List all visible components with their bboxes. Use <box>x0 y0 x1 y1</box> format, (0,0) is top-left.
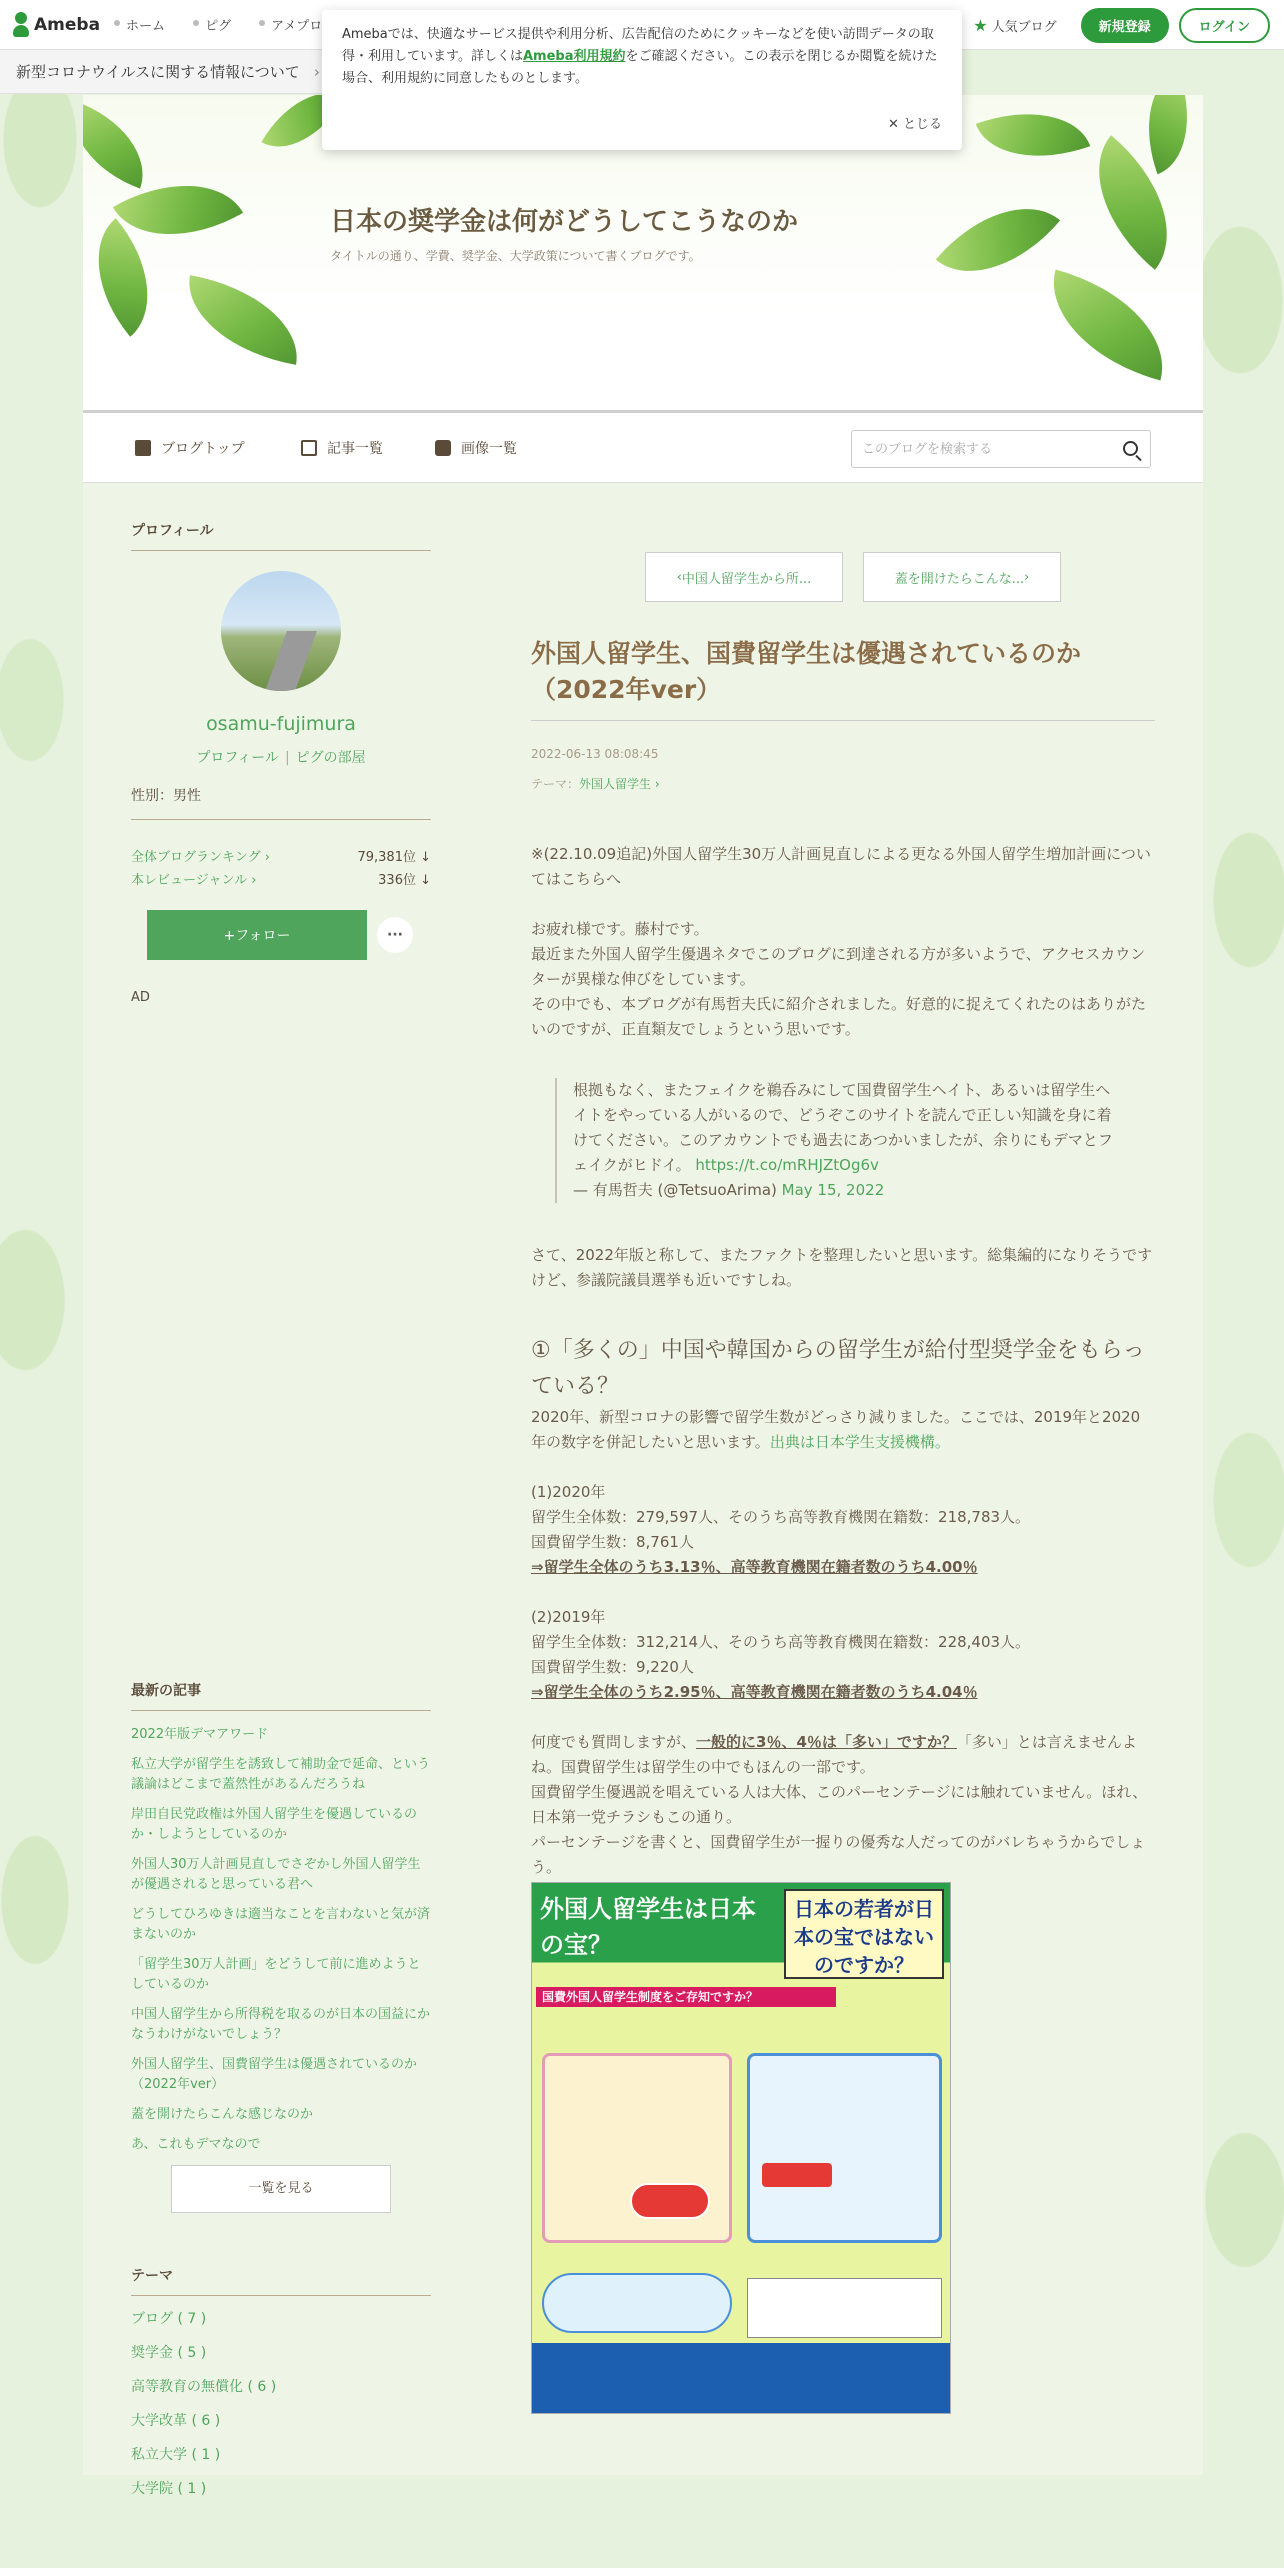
prev-article-button[interactable]: ‹ 中国人留学生から所... <box>645 552 843 602</box>
paragraph: さて、2022年版と称して、またファクトを整理したいと思います。総集編的になりそうですけど、参議院議員選挙も近いですしね。 <box>531 1246 1153 1289</box>
list-item[interactable]: 岸田自民党政権は外国人留学生を優遇しているのか・しようとしているのか <box>131 1807 418 1842</box>
pigg-room-link[interactable]: ピグの部屋 <box>295 750 366 766</box>
update-note: ※(22.10.09追記)外国人留学生30万人計画見直しによる更なる外国人留学生増加計画についてはこちらへ <box>531 845 1151 888</box>
leaf-decoration <box>1035 270 1181 381</box>
avatar[interactable] <box>221 571 341 691</box>
paragraph: 最近また外国人留学生優遇ネタでこのブログに到達される方が多いようで、アクセスカウンターが異様な伸びをしています。 <box>531 945 1146 988</box>
list-item[interactable]: 私立大学が留学生を誘致して補助金で延命、という議論はどこまで蓋然性があるんだろうね <box>131 1757 431 1792</box>
article-title[interactable]: 外国人留学生、国費留学生は優遇されているのか（2022年ver） <box>531 636 1155 721</box>
list-item[interactable]: 高等教育の無償化 ( 6 ) <box>131 2379 277 2395</box>
leaf-decoration <box>976 95 1090 180</box>
more-options-button[interactable]: ··· <box>377 917 413 953</box>
tweet-date-link[interactable]: May 15, 2022 <box>781 1181 885 1199</box>
paragraph: 国費留学生数：8,761人 <box>531 1533 694 1551</box>
flyer-image[interactable] <box>531 1882 951 2414</box>
list-item[interactable]: 外国人30万人計画見直しでさぞかし外国人留学生が優遇されると思っている君へ <box>131 1857 421 1892</box>
list-item[interactable]: 大学改革 ( 6 ) <box>131 2413 221 2429</box>
ranking-overall-label[interactable]: 全体ブログランキング › <box>131 850 270 865</box>
list-item[interactable]: 外国人留学生、国費留学生は優遇されているのか（2022年ver） <box>131 2057 418 2092</box>
leaf-decoration <box>83 218 180 336</box>
highlight-stat: ⇒留学生全体のうち2.95％、高等教育機関在籍者数のうち4.04％ <box>531 1683 978 1701</box>
list-item[interactable]: あ、これもデマなので <box>131 2137 261 2152</box>
paragraph: お疲れ様です。藤村です。 <box>531 920 709 938</box>
top-right-actions <box>973 8 1270 43</box>
profile-links <box>131 747 431 767</box>
follow-row <box>147 910 431 960</box>
see-all-button[interactable]: 一覧を見る <box>171 2165 391 2213</box>
cookie-close-button[interactable]: ✕ とじる <box>887 117 942 132</box>
tweet-text: 根拠もなく、またフェイクを鵜呑みにして国費留学生ヘイト、あるいは留学生ヘイトをやっている人がいるので、どうぞこのサイトを読んで正しい知識を身に着けてください。このアカウントでも過去にあつかいましたが、余りにもデマとフェイクがヒドイ。 <box>573 1081 1113 1174</box>
signup-button[interactable]: 新規登録 <box>1081 8 1169 43</box>
menu-blog-top[interactable] <box>135 438 245 458</box>
blog-search <box>851 430 1151 468</box>
profile-link[interactable]: プロフィール <box>196 750 279 766</box>
flyer-box-right <box>747 2053 942 2243</box>
year-heading: (1)2020年 <box>531 1483 606 1501</box>
cookie-text-before: Amebaでは、快適なサービス提供や利用分析、広告配信のためにクッキーなどを使い訪問データの取得・利用しています。詳しくは <box>342 27 934 64</box>
blog-menu-bar <box>83 410 1203 483</box>
paragraph: 留学生全体数：279,597人、そのうち高等教育機関在籍数：218,783人。 <box>531 1508 1031 1526</box>
blog-title[interactable]: 日本の奨学金は何がどうしてこうなのか <box>330 207 799 237</box>
list-item[interactable]: どうしてひろゆきは適当なことを言わないと気が済まないのか <box>131 1907 431 1942</box>
theme-list <box>131 2265 431 2512</box>
cookie-notice <box>322 10 962 150</box>
list-item[interactable]: 私立大学 ( 1 ) <box>131 2447 221 2463</box>
flyer-left-heading: 外国人留学生は日本の宝？ <box>540 1895 756 1959</box>
document-icon <box>135 440 151 456</box>
popular-blog-label: 人気ブログ <box>991 20 1057 35</box>
list-item[interactable]: 「留学生30万人計画」をどうして前に進めようとしているのか <box>131 1957 421 1992</box>
article <box>531 552 1155 2414</box>
separator: | <box>284 750 290 766</box>
tweet-author: — 有馬哲夫 (@TetsuoArima) <box>573 1181 777 1199</box>
paragraph: 何度でも質問しますが、一般的に3％、4％は「多い」ですか？「多い」とは言えませんよね。国費留学生は留学生の中でもほんの一部です。 <box>531 1733 1137 1776</box>
sidebar-profile <box>131 520 431 1005</box>
profile-gender: 性別：男性 <box>131 785 431 820</box>
paragraph: 2020年、新型コロナの影響で留学生数がどっさり減りました。ここでは、2019年と2020年の数字を併記したいと思います。出典は日本学生支援機構。 <box>531 1408 1141 1451</box>
tweet-link[interactable]: https://t.co/mRHJZtOg6v <box>695 1156 879 1174</box>
blog-subtitle: タイトルの通り、学費、奨学金、大学政策について書くブログです。 <box>330 249 701 263</box>
menu-article-list-label: 記事一覧 <box>327 441 383 457</box>
menu-blog-top-label: ブログトップ <box>161 441 245 457</box>
flyer-amount-badge <box>762 2163 832 2187</box>
global-nav <box>114 15 350 34</box>
theme-link[interactable]: 外国人留学生 › <box>579 777 660 791</box>
recent-heading: 最新の記事 <box>131 1680 431 1711</box>
article-theme: テーマ：外国人留学生 › <box>531 777 660 791</box>
paragraph: 国費留学生優遇説を唱えている人は大体、このパーセンテージには触れていません。ほれ、日本第一党チラシもこの通り。 <box>531 1783 1148 1826</box>
menu-image-list-label: 画像一覧 <box>461 441 517 457</box>
cookie-text-after: をご確認ください。この表示を閉じるか閲覧を続けた場合、利用規約に同意したものとします。 <box>342 49 938 86</box>
recent-list <box>131 1725 431 2155</box>
list-item[interactable]: 中国人留学生から所得税を取るのが日本の国益にかなうわけがないでしょう？ <box>131 2007 431 2042</box>
terms-link[interactable]: Ameba利用規約 <box>522 49 626 64</box>
search-icon[interactable] <box>1123 441 1138 456</box>
article-body <box>531 842 1155 2414</box>
nav-pigg[interactable]: ピグ <box>193 15 231 34</box>
login-button[interactable]: ログイン <box>1179 8 1270 43</box>
menu-article-list[interactable] <box>301 438 383 458</box>
popular-blog-link[interactable] <box>973 16 1056 35</box>
ameba-logo-text: Ameba <box>34 14 101 35</box>
ad-label: AD <box>131 990 150 1005</box>
nav-home[interactable]: ホーム <box>114 15 165 34</box>
menu-image-list[interactable] <box>435 438 517 458</box>
list-item[interactable]: 2022年版デマアワード <box>131 1727 269 1742</box>
year-heading: (2)2019年 <box>531 1608 606 1626</box>
blog-search-input[interactable] <box>852 431 1092 467</box>
source-link[interactable]: 出典は日本学生支援機構。 <box>769 1433 950 1451</box>
flyer-badge <box>630 2183 710 2219</box>
ameba-logo-icon <box>12 12 30 38</box>
nav-amepro[interactable]: アメプロ <box>259 15 322 34</box>
profile-heading: プロフィール <box>131 520 431 551</box>
covid-info-banner[interactable] <box>0 50 340 94</box>
flyer-footer <box>532 2343 951 2413</box>
flyer-table <box>747 2278 942 2338</box>
flyer-right-heading: 日本の若者が日本の宝ではないのですか？ <box>784 1889 944 1979</box>
covid-info-text: 新型コロナウイルスに関する情報について <box>16 63 300 81</box>
profile-username[interactable]: osamu-fujimura <box>206 713 356 735</box>
list-item[interactable]: 大学院 ( 1 ) <box>131 2481 207 2497</box>
recent-articles <box>131 1680 431 2213</box>
theme-items <box>131 2308 431 2498</box>
article-date: 2022-06-13 08:08:45 <box>531 747 659 761</box>
leaf-decoration <box>178 275 308 365</box>
ranking-genre-label[interactable]: 本レビュージャンル › <box>131 873 257 888</box>
paragraph: 留学生全体数：312,214人、そのうち高等教育機関在籍数：228,403人。 <box>531 1633 1031 1651</box>
highlight-stat: ⇒留学生全体のうち3.13％、高等教育機関在籍者数のうち4.00％ <box>531 1558 978 1576</box>
embedded-tweet <box>555 1078 1115 1203</box>
article-pager <box>571 552 1155 602</box>
copy-icon <box>301 440 317 456</box>
flyer-banner: 国費外国人留学生制度をご存知ですか？ <box>536 1987 836 2007</box>
chevron-right-icon: › <box>313 62 320 81</box>
paragraph: その中でも、本ブログが有馬哲夫氏に紹介されました。好意的に捉えてくれたのはありがたいのですが、正直類友でしょうという思いです。 <box>531 995 1147 1038</box>
ranking-overall <box>131 846 431 865</box>
list-item[interactable]: 奨学金 ( 5 ) <box>131 2345 207 2361</box>
follow-button[interactable]: +フォロー <box>147 910 367 960</box>
paragraph: パーセンテージを書くと、国費留学生が一握りの優秀な人だってのがバレちゃうからでしょう。 <box>531 1833 1146 1876</box>
section-heading: ①「多くの」中国や韓国からの留学生が給付型奨学金をもらっている？ <box>531 1338 1145 1399</box>
next-article-button[interactable]: 蓋を開けたらこんな... › <box>863 552 1061 602</box>
ranking-genre-value: 336位 ↓ <box>378 873 431 888</box>
ranking-overall-value: 79,381位 ↓ <box>357 850 431 865</box>
leaf-decoration <box>83 101 161 188</box>
list-item[interactable]: 蓋を開けたらこんな感じなのか <box>131 2107 314 2122</box>
paragraph: 国費留学生数：9,220人 <box>531 1658 694 1676</box>
star-icon: ★ <box>973 16 988 35</box>
list-item[interactable]: ブログ ( 7 ) <box>131 2311 207 2327</box>
leaf-decoration <box>936 175 1060 304</box>
theme-heading: テーマ <box>131 2265 431 2296</box>
cookie-close-label: とじる <box>902 117 942 132</box>
ameba-logo[interactable] <box>12 12 100 38</box>
flyer-speech-bubble <box>542 2273 732 2333</box>
camera-icon <box>435 440 451 456</box>
leaf-decoration <box>1063 135 1203 270</box>
ranking-genre <box>131 869 431 888</box>
